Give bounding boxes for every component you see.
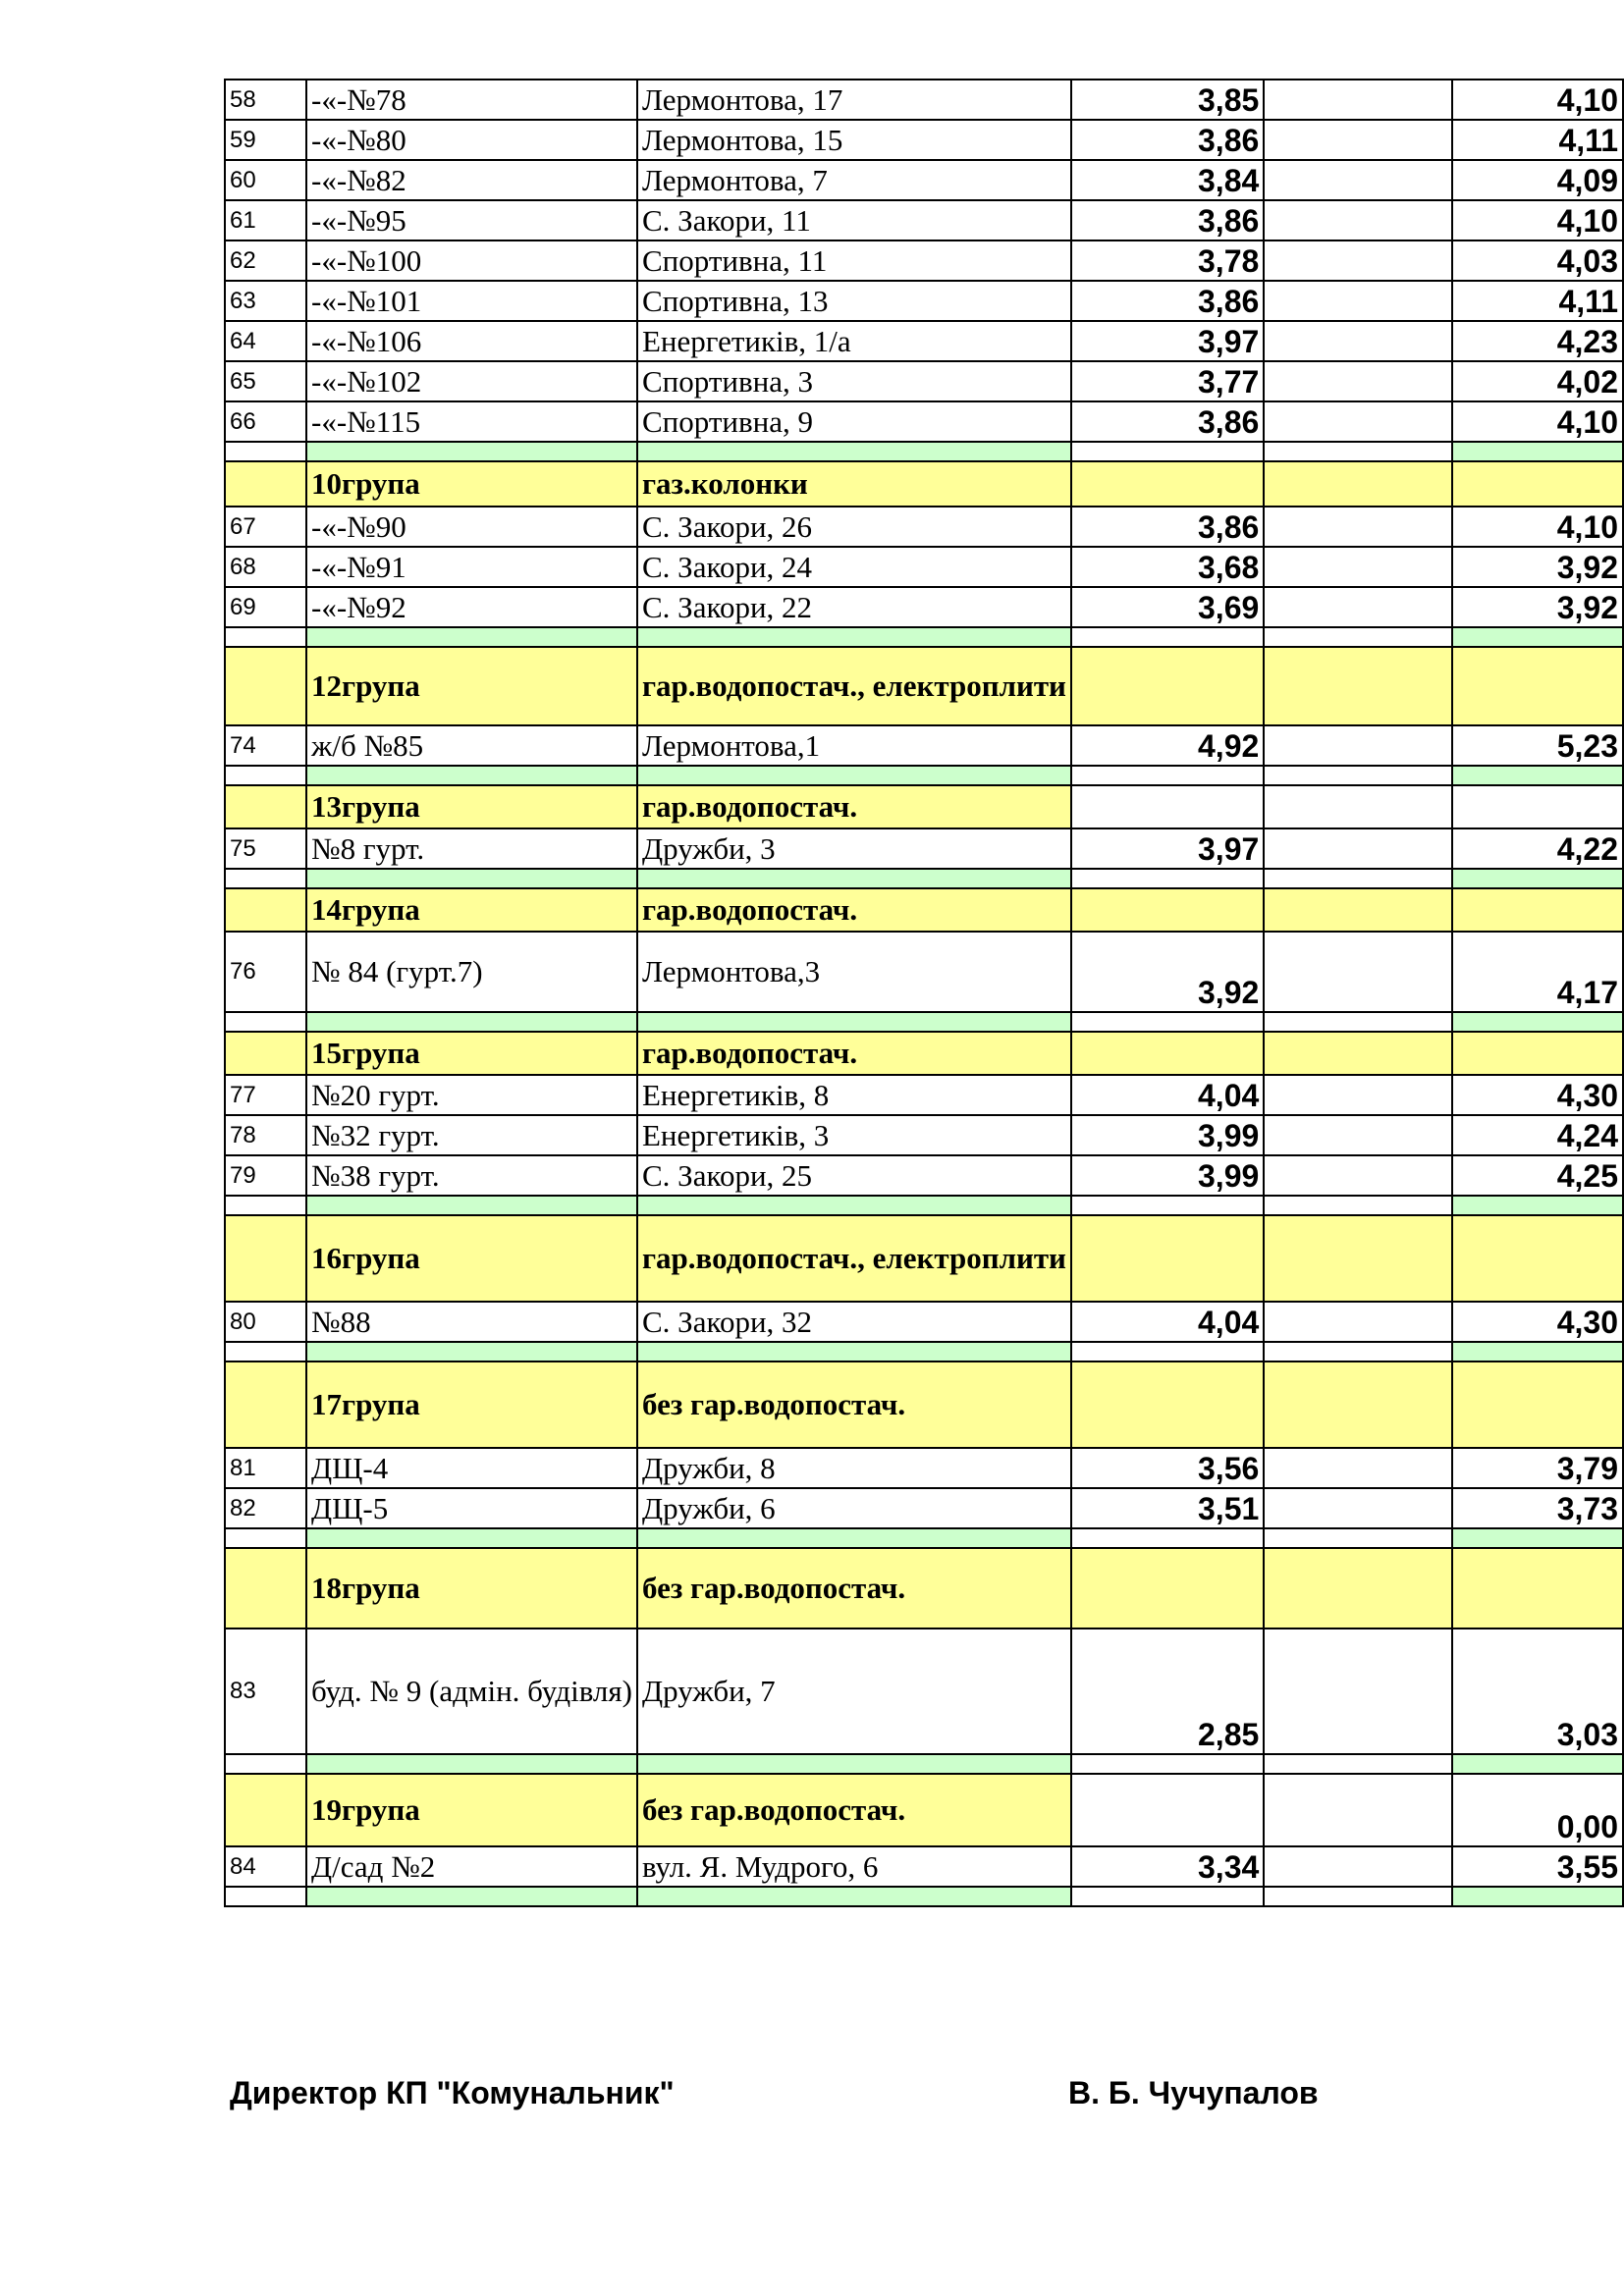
value-cell: 3,84 [1071,160,1264,200]
empty-cell [1264,1629,1451,1754]
group-empty-cell [225,1548,306,1629]
value-cell: 3,34 [1071,1846,1264,1887]
group-header-row [225,1548,1623,1629]
house-cell: ДЩ-5 [306,1488,637,1528]
value-cell: 4,04 [1071,1302,1264,1342]
value-cell: 4,10 [1452,200,1623,240]
group-name: 13група [306,785,637,828]
row-number: 63 [225,281,306,321]
empty-cell [1264,200,1451,240]
group-empty-cell [225,888,306,932]
row-number: 68 [225,547,306,587]
group-header-row [225,647,1623,725]
spacer-cell [1452,627,1623,647]
spacer-cell [1071,869,1264,888]
spacer-cell [1452,1528,1623,1548]
spacer-cell [637,627,1071,647]
spacer-cell [1264,1887,1451,1906]
value-cell: 4,09 [1452,160,1623,200]
spacer-cell [306,1887,637,1906]
footer-position: Директор КП "Комунальник" [230,2075,675,2110]
value-cell: 4,04 [1071,1075,1264,1115]
empty-cell [1264,240,1451,281]
value-cell: 3,86 [1071,281,1264,321]
house-cell: -«-№115 [306,401,637,442]
row-number: 84 [225,1846,306,1887]
house-cell: ДЩ-4 [306,1448,637,1488]
group-empty-cell [225,461,306,507]
group-empty-cell [1264,647,1451,725]
spacer-cell [637,869,1071,888]
group-empty-cell [1264,888,1451,932]
group-name: 15група [306,1032,637,1075]
group-name: 14група [306,888,637,932]
table-row [225,80,1623,120]
group-description: без гар.водопостач. [637,1774,1071,1846]
empty-cell [1264,547,1451,587]
group-description: гар.водопостач. [637,888,1071,932]
value-cell: 3,86 [1071,507,1264,547]
value-cell: 4,10 [1452,80,1623,120]
table-row [225,587,1623,627]
value-cell: 4,10 [1452,507,1623,547]
address-cell: С. Закори, 24 [637,547,1071,587]
value-cell: 3,92 [1452,587,1623,627]
value-cell: 3,55 [1452,1846,1623,1887]
group-value [1452,785,1623,828]
row-number: 59 [225,120,306,160]
group-header-row [225,1215,1623,1302]
value-cell: 4,24 [1452,1115,1623,1155]
group-empty-cell [225,1215,306,1302]
house-cell: -«-№100 [306,240,637,281]
group-header-row [225,1032,1623,1075]
spacer-cell [1264,1754,1451,1774]
house-cell: -«-№90 [306,507,637,547]
group-value: 0,00 [1452,1774,1623,1846]
spacer-cell [225,1012,306,1032]
value-cell: 3,69 [1071,587,1264,627]
spacer-cell [637,1754,1071,1774]
spacer-cell [225,1887,306,1906]
spacer-cell [1264,1196,1451,1215]
row-number: 74 [225,725,306,766]
address-cell: Енергетиків, 8 [637,1075,1071,1115]
group-empty-cell [1264,1548,1451,1629]
value-cell: 3,85 [1071,80,1264,120]
table-row [225,1846,1623,1887]
table-row [225,1155,1623,1196]
table-row [225,547,1623,587]
value-cell: 3,79 [1452,1448,1623,1488]
spacer-cell [637,1887,1071,1906]
spacer-cell [1452,1342,1623,1362]
row-number: 83 [225,1629,306,1754]
table-row [225,725,1623,766]
spacer-cell [225,627,306,647]
spacer-cell [637,1342,1071,1362]
table-row [225,321,1623,361]
row-number: 78 [225,1115,306,1155]
address-cell: С. Закори, 25 [637,1155,1071,1196]
spacer-cell [1264,442,1451,461]
group-name: 19група [306,1774,637,1846]
value-cell: 3,92 [1452,547,1623,587]
spacer-cell [1452,869,1623,888]
spacer-cell [306,869,637,888]
house-cell: № 84 (гурт.7) [306,932,637,1012]
spacer-cell [637,442,1071,461]
address-cell: С. Закори, 22 [637,587,1071,627]
table-row [225,1302,1623,1342]
group-empty-cell [225,785,306,828]
empty-cell [1264,281,1451,321]
spacer-cell [1264,1012,1451,1032]
empty-cell [1264,1302,1451,1342]
group-header-row [225,1362,1623,1448]
spacer-cell [1452,1012,1623,1032]
group-empty-cell [1071,785,1264,828]
house-cell: №8 гурт. [306,828,637,869]
group-description: гар.водопостач., електроплити [637,647,1071,725]
spacer-cell [1452,1887,1623,1906]
spacer-cell [1071,1528,1264,1548]
house-cell: -«-№80 [306,120,637,160]
spacer-cell [1071,1887,1264,1906]
group-description: гар.водопостач., електроплити [637,1215,1071,1302]
row-number: 80 [225,1302,306,1342]
spacer-cell [1071,766,1264,785]
empty-cell [1264,725,1451,766]
table-row [225,507,1623,547]
group-empty-cell [225,1032,306,1075]
value-cell: 3,68 [1071,547,1264,587]
empty-cell [1264,1075,1451,1115]
value-cell: 4,30 [1452,1075,1623,1115]
value-cell: 5,23 [1452,725,1623,766]
row-number: 64 [225,321,306,361]
spacer-cell [306,1012,637,1032]
spacer-cell [306,1196,637,1215]
spacer-cell [1452,1754,1623,1774]
spacer-cell [1071,1754,1264,1774]
address-cell: Спортивна, 13 [637,281,1071,321]
group-name: 16група [306,1215,637,1302]
value-cell: 3,77 [1071,361,1264,401]
empty-cell [1264,1155,1451,1196]
group-value [1452,461,1623,507]
group-description: без гар.водопостач. [637,1548,1071,1629]
row-number: 61 [225,200,306,240]
address-cell: Дружби, 6 [637,1488,1071,1528]
group-description: гар.водопостач. [637,1032,1071,1075]
group-value [1452,1362,1623,1448]
value-cell: 3,86 [1071,200,1264,240]
value-cell: 3,97 [1071,828,1264,869]
spacer-cell [1071,1196,1264,1215]
spacer-cell [225,1528,306,1548]
empty-cell [1264,321,1451,361]
group-empty-cell [1071,1032,1264,1075]
group-empty-cell [225,647,306,725]
spacer-cell [637,1528,1071,1548]
group-empty-cell [1071,1548,1264,1629]
table-row [225,160,1623,200]
empty-cell [1264,401,1451,442]
footer-signatory: В. Б. Чучупалов [1068,2075,1319,2110]
address-cell: Спортивна, 3 [637,361,1071,401]
spacer-row [225,869,1623,888]
group-empty-cell [1071,1362,1264,1448]
value-cell: 3,78 [1071,240,1264,281]
table-row [225,1115,1623,1155]
group-name: 18група [306,1548,637,1629]
value-cell: 3,03 [1452,1629,1623,1754]
table-row [225,1448,1623,1488]
value-cell: 3,73 [1452,1488,1623,1528]
row-number: 81 [225,1448,306,1488]
address-cell: С. Закори, 11 [637,200,1071,240]
address-cell: Дружби, 8 [637,1448,1071,1488]
spacer-cell [225,442,306,461]
row-number: 58 [225,80,306,120]
spacer-cell [1071,627,1264,647]
group-empty-cell [225,1362,306,1448]
group-empty-cell [1071,461,1264,507]
address-cell: С. Закори, 32 [637,1302,1071,1342]
spacer-cell [1264,1342,1451,1362]
value-cell: 4,17 [1452,932,1623,1012]
spacer-row [225,766,1623,785]
empty-cell [1264,587,1451,627]
empty-cell [1264,1846,1451,1887]
value-cell: 4,11 [1452,120,1623,160]
value-cell: 4,25 [1452,1155,1623,1196]
row-number: 82 [225,1488,306,1528]
spacer-cell [306,442,637,461]
group-name: 17група [306,1362,637,1448]
spacer-cell [1264,1528,1451,1548]
table-row [225,281,1623,321]
address-cell: Енергетиків, 1/а [637,321,1071,361]
group-header-row [225,1774,1623,1846]
empty-cell [1264,507,1451,547]
value-cell: 4,23 [1452,321,1623,361]
group-empty-cell [1264,1774,1451,1846]
group-name: 12група [306,647,637,725]
group-value [1452,1548,1623,1629]
spacer-cell [225,1196,306,1215]
group-empty-cell [1071,888,1264,932]
address-cell: Дружби, 3 [637,828,1071,869]
table-row [225,361,1623,401]
spacer-cell [637,1012,1071,1032]
group-value [1452,647,1623,725]
spacer-row [225,627,1623,647]
group-empty-cell [1071,1215,1264,1302]
row-number: 65 [225,361,306,401]
table-row [225,932,1623,1012]
group-value [1452,888,1623,932]
empty-cell [1264,1115,1451,1155]
value-cell: 3,56 [1071,1448,1264,1488]
spacer-cell [1264,766,1451,785]
spacer-cell [225,869,306,888]
group-empty-cell [1264,785,1451,828]
spacer-cell [1452,766,1623,785]
table-row [225,1488,1623,1528]
address-cell: Спортивна, 11 [637,240,1071,281]
group-value [1452,1215,1623,1302]
spacer-cell [637,1196,1071,1215]
group-description: газ.колонки [637,461,1071,507]
house-cell: -«-№92 [306,587,637,627]
spacer-cell [1071,442,1264,461]
row-number: 67 [225,507,306,547]
house-cell: -«-№78 [306,80,637,120]
spacer-cell [1452,442,1623,461]
value-cell: 4,11 [1452,281,1623,321]
house-cell: №32 гурт. [306,1115,637,1155]
spacer-row [225,1342,1623,1362]
value-cell: 4,92 [1071,725,1264,766]
value-cell: 3,99 [1071,1155,1264,1196]
house-cell: -«-№82 [306,160,637,200]
row-number: 76 [225,932,306,1012]
house-cell: ж/б №85 [306,725,637,766]
spacer-cell [306,1754,637,1774]
value-cell: 4,22 [1452,828,1623,869]
spacer-row [225,1887,1623,1906]
value-cell: 4,02 [1452,361,1623,401]
address-cell: Лермонтова, 15 [637,120,1071,160]
empty-cell [1264,932,1451,1012]
value-cell: 4,03 [1452,240,1623,281]
house-cell: -«-№106 [306,321,637,361]
table-row [225,200,1623,240]
address-cell: вул. Я. Мудрого, 6 [637,1846,1071,1887]
house-cell: -«-№91 [306,547,637,587]
house-cell: -«-№102 [306,361,637,401]
empty-cell [1264,120,1451,160]
group-header-row [225,785,1623,828]
group-description: гар.водопостач. [637,785,1071,828]
address-cell: Спортивна, 9 [637,401,1071,442]
spacer-cell [225,766,306,785]
group-empty-cell [1264,1362,1451,1448]
spacer-cell [1452,1196,1623,1215]
table-row [225,1629,1623,1754]
group-value [1452,1032,1623,1075]
spacer-cell [306,1342,637,1362]
value-cell: 4,10 [1452,401,1623,442]
address-cell: Енергетиків, 3 [637,1115,1071,1155]
spacer-cell [225,1342,306,1362]
spacer-cell [225,1754,306,1774]
value-cell: 4,30 [1452,1302,1623,1342]
value-cell: 3,99 [1071,1115,1264,1155]
spacer-row [225,1754,1623,1774]
house-cell: буд. № 9 (адмін. будівля) [306,1629,637,1754]
spacer-row [225,1528,1623,1548]
address-cell: Дружби, 7 [637,1629,1071,1754]
group-empty-cell [1264,1215,1451,1302]
group-empty-cell [1071,1774,1264,1846]
row-number: 77 [225,1075,306,1115]
spacer-cell [1071,1342,1264,1362]
group-empty-cell [1264,461,1451,507]
house-cell: Д/сад №2 [306,1846,637,1887]
row-number: 62 [225,240,306,281]
empty-cell [1264,1488,1451,1528]
spacer-cell [1071,1012,1264,1032]
table-row [225,1075,1623,1115]
address-cell: Лермонтова,1 [637,725,1071,766]
spacer-cell [306,766,637,785]
table-row [225,120,1623,160]
house-cell: №88 [306,1302,637,1342]
row-number: 79 [225,1155,306,1196]
spacer-cell [1264,869,1451,888]
spacer-cell [1264,627,1451,647]
empty-cell [1264,828,1451,869]
value-cell: 3,92 [1071,932,1264,1012]
value-cell: 2,85 [1071,1629,1264,1754]
address-cell: Лермонтова, 7 [637,160,1071,200]
empty-cell [1264,361,1451,401]
row-number: 60 [225,160,306,200]
value-cell: 3,51 [1071,1488,1264,1528]
table-row [225,828,1623,869]
group-empty-cell [225,1774,306,1846]
address-cell: С. Закори, 26 [637,507,1071,547]
empty-cell [1264,80,1451,120]
spacer-cell [306,1528,637,1548]
house-cell: -«-№101 [306,281,637,321]
spacer-row [225,1196,1623,1215]
value-cell: 3,86 [1071,120,1264,160]
group-description: без гар.водопостач. [637,1362,1071,1448]
table-row [225,240,1623,281]
empty-cell [1264,1448,1451,1488]
spacer-cell [637,766,1071,785]
tariff-table [224,79,1624,1907]
group-empty-cell [1071,647,1264,725]
empty-cell [1264,160,1451,200]
spacer-cell [306,627,637,647]
value-cell: 3,86 [1071,401,1264,442]
row-number: 69 [225,587,306,627]
house-cell: -«-№95 [306,200,637,240]
house-cell: №20 гурт. [306,1075,637,1115]
row-number: 66 [225,401,306,442]
group-name: 10група [306,461,637,507]
spacer-row [225,442,1623,461]
row-number: 75 [225,828,306,869]
address-cell: Лермонтова,3 [637,932,1071,1012]
address-cell: Лермонтова, 17 [637,80,1071,120]
group-empty-cell [1264,1032,1451,1075]
value-cell: 3,97 [1071,321,1264,361]
spacer-row [225,1012,1623,1032]
group-header-row [225,461,1623,507]
group-header-row [225,888,1623,932]
house-cell: №38 гурт. [306,1155,637,1196]
table-row [225,401,1623,442]
